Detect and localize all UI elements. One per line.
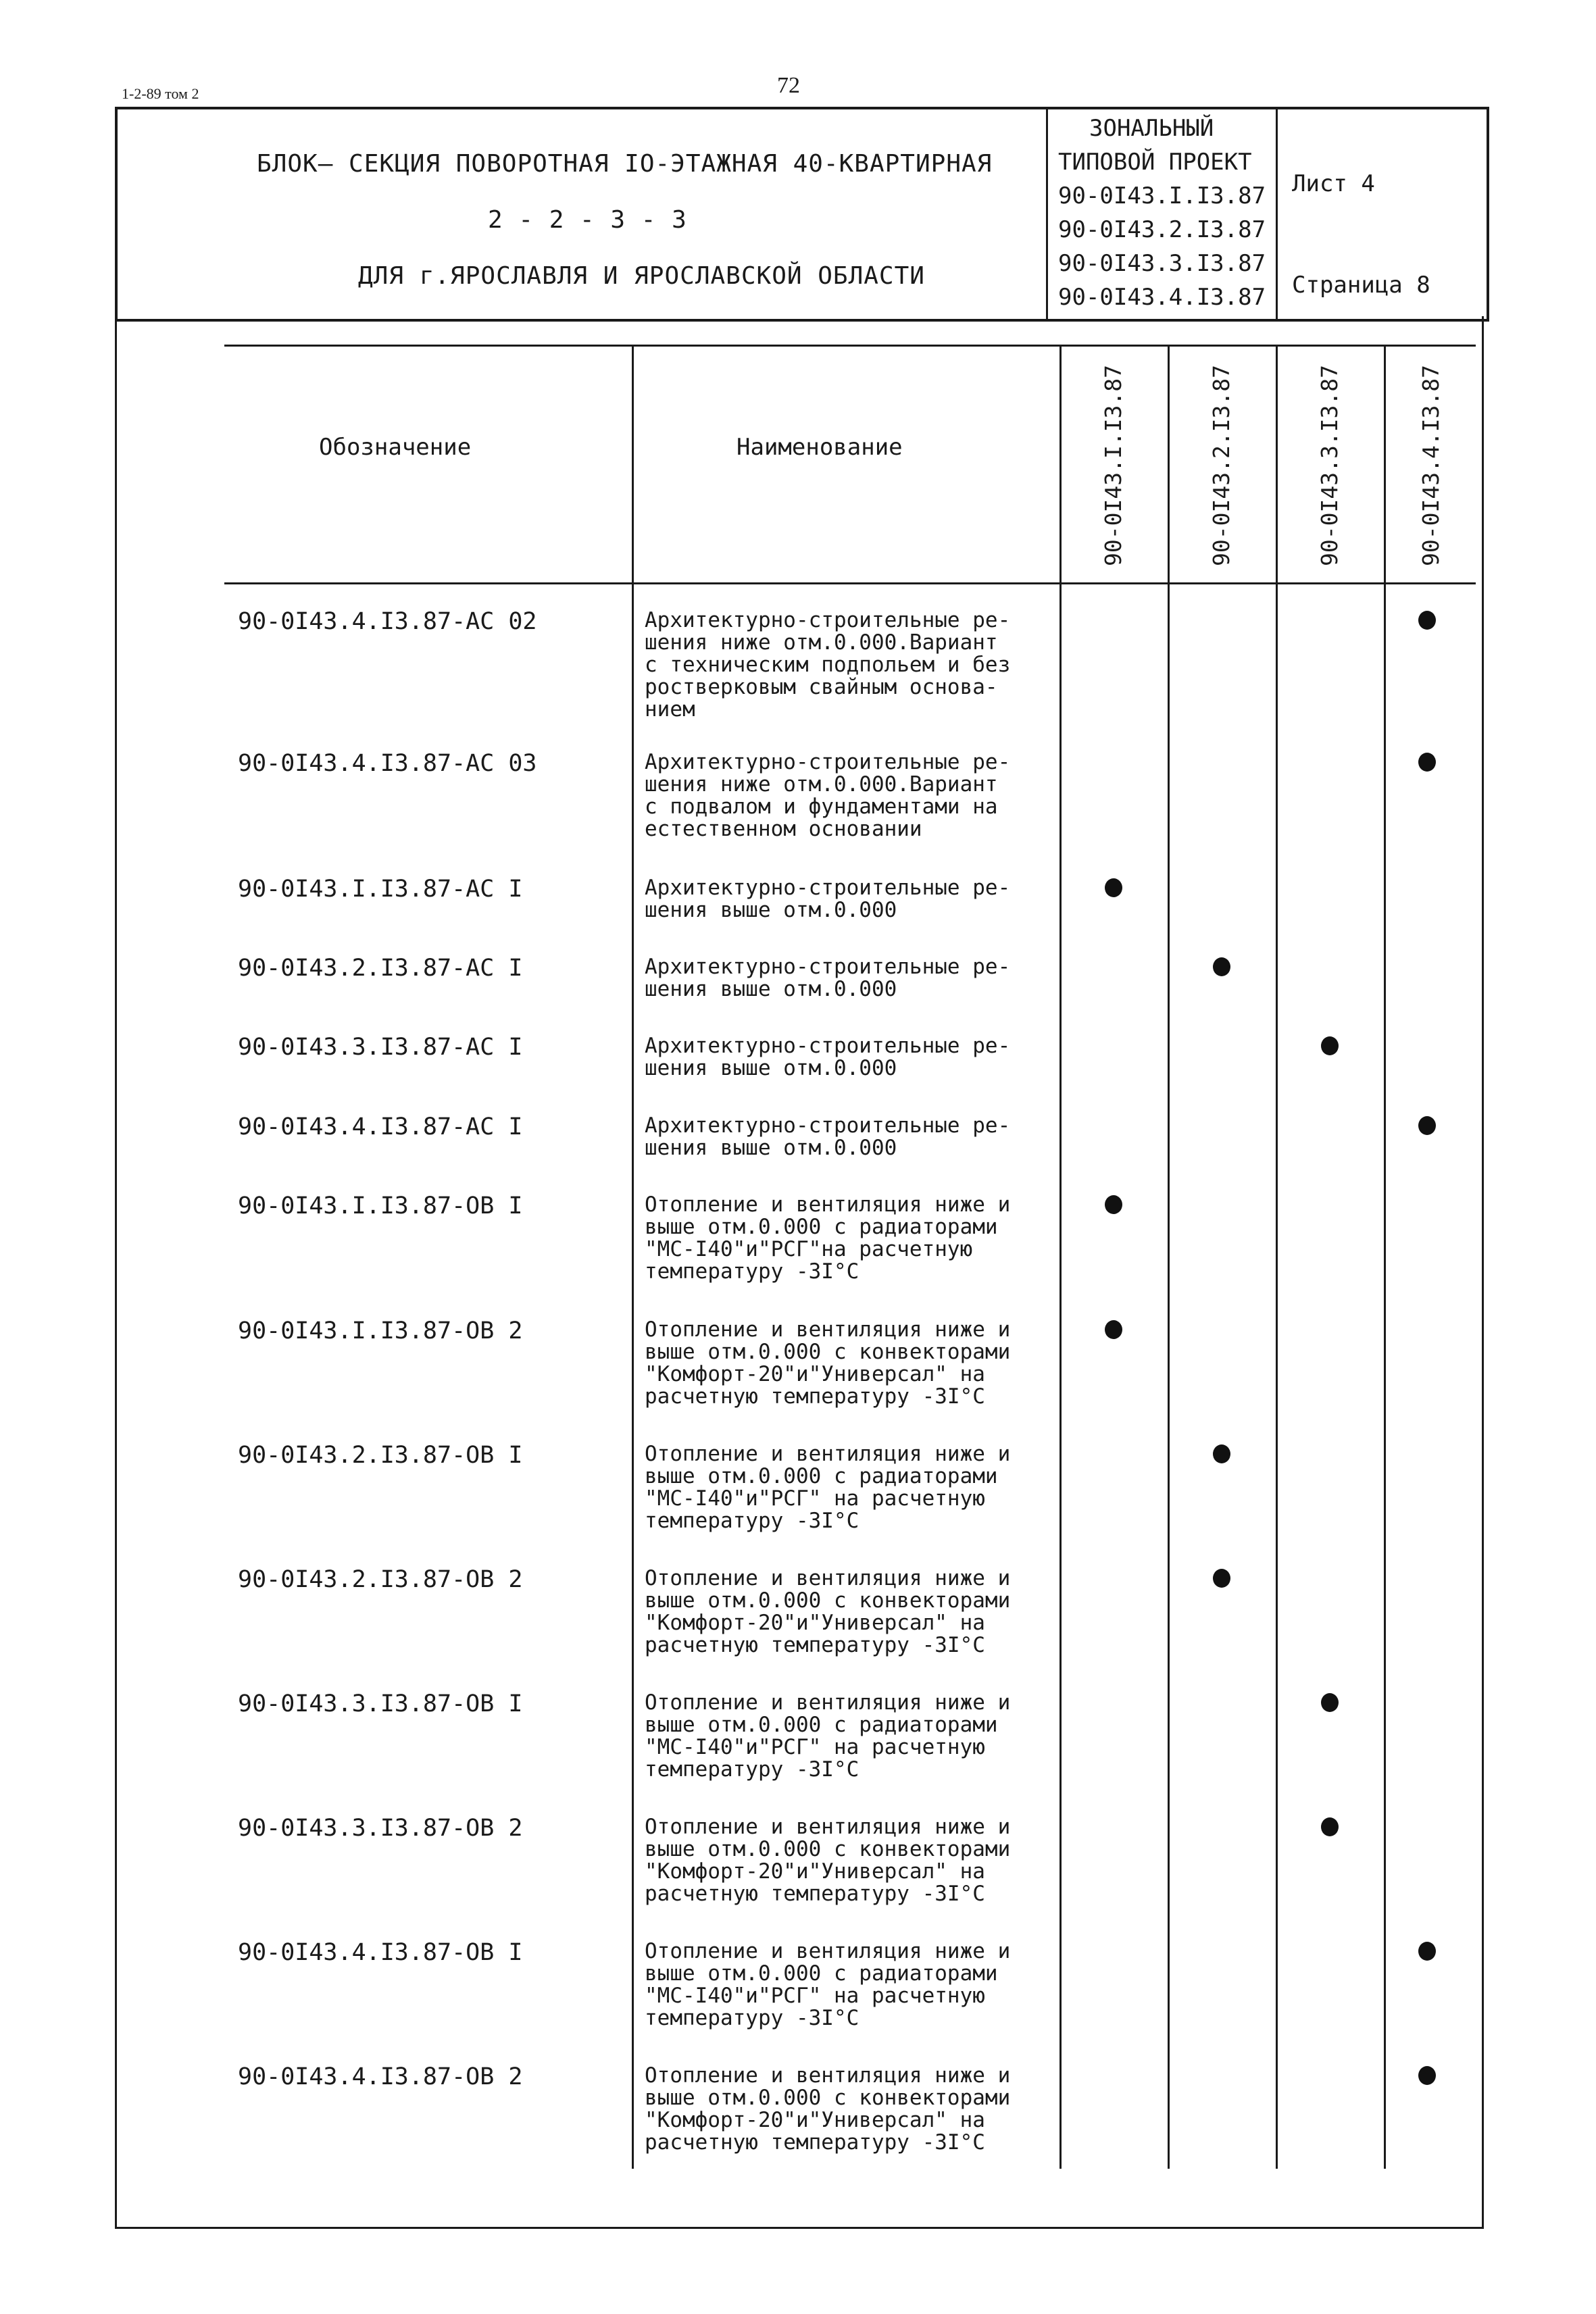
project-code-3: 90-0I43.3.I3.87 <box>1058 250 1266 277</box>
title-line-1: БЛОК— СЕКЦИЯ ПОВОРОТНАЯ IO-ЭТАЖНАЯ 40-КВАРТИРНАЯ <box>257 150 993 178</box>
applicability-mark <box>1105 878 1122 897</box>
applicability-mark <box>1418 611 1436 630</box>
project-code-1: 90-0I43.I.I3.87 <box>1058 182 1266 209</box>
table-row-designation: 90-0I43.3.I3.87-АС I <box>238 1034 523 1061</box>
table-row-designation: 90-0I43.3.I3.87-ОВ 2 <box>238 1815 523 1842</box>
project-type-line-2: ТИПОВОЙ ПРОЕКТ <box>1058 149 1252 176</box>
table-row-designation: 90-0I43.4.I3.87-ОВ 2 <box>238 2063 523 2090</box>
applicability-mark <box>1418 753 1436 772</box>
table-row-name: Архитектурно-строительные ре- шения выше отм.0.000 <box>645 1113 1011 1160</box>
applicability-mark <box>1418 2066 1436 2085</box>
applicability-mark <box>1321 1817 1339 1836</box>
table-header-rule <box>224 582 1476 584</box>
column-header-variant-4: 90-0I43.4.I3.87 <box>1418 364 1444 566</box>
table-row-name: Отопление и вентиляция ниже и выше отм.0.000 с радиаторами "МС-I40"и"РСГ" на расчетную температуру -3I°С <box>645 1939 1011 2030</box>
table-row-name: Отопление и вентиляция ниже и выше отм.0.000 с радиаторами "МС-I40"и"РСГ"на расчетную температуру -3I°С <box>645 1192 1011 1284</box>
frame-left <box>115 316 117 2228</box>
table-row-name: Отопление и вентиляция ниже и выше отм.0.000 с радиаторами "МС-I40"и"РСГ" на расчетную температуру -3I°С <box>645 1690 1011 1782</box>
frame-bottom <box>115 2227 1484 2229</box>
applicability-mark <box>1321 1693 1339 1712</box>
table-col-divider-3 <box>1168 345 1170 2169</box>
applicability-mark <box>1213 957 1230 976</box>
applicability-mark <box>1418 1116 1436 1135</box>
applicability-mark <box>1105 1195 1122 1214</box>
table-row-name: Архитектурно-строительные ре- шения выше отм.0.000 <box>645 955 1011 1001</box>
sheet-number: Лист 4 <box>1292 170 1375 197</box>
title-line-3: ДЛЯ г.ЯРОСЛАВЛЯ И ЯРОСЛАВСКОЙ ОБЛАСТИ <box>358 262 925 290</box>
table-row-designation: 90-0I43.3.I3.87-ОВ I <box>238 1690 523 1717</box>
table-row-name: Отопление и вентиляция ниже и выше отм.0.000 с конвекторами "Комфорт-20"и"Универсал" на расчетную температуру -3I°С <box>645 1317 1011 1409</box>
column-header-variant-3: 90-0I43.3.I3.87 <box>1316 364 1343 566</box>
applicability-mark <box>1105 1320 1122 1339</box>
page-label: Страница 8 <box>1292 272 1430 299</box>
volume-label: 1-2-89 том 2 <box>122 85 199 102</box>
applicability-mark <box>1213 1569 1230 1588</box>
table-row-designation: 90-0I43.I.I3.87-АС I <box>238 876 523 903</box>
applicability-mark <box>1418 1942 1436 1961</box>
project-type-line-1: ЗОНАЛЬНЫЙ <box>1089 115 1214 142</box>
table-row-designation: 90-0I43.4.I3.87-АС 03 <box>238 750 537 777</box>
table-col-divider-1 <box>632 345 634 2169</box>
project-code-2: 90-0I43.2.I3.87 <box>1058 216 1266 243</box>
column-header-designation: Обозначение <box>319 434 472 461</box>
applicability-mark <box>1213 1444 1230 1463</box>
column-header-name: Наименование <box>737 434 903 461</box>
column-header-variant-2: 90-0I43.2.I3.87 <box>1208 364 1235 566</box>
table-row-name: Отопление и вентиляция ниже и выше отм.0.000 с конвекторами "Комфорт-20"и"Универсал" на расчетную температуру -3I°С <box>645 1566 1011 1657</box>
table-row-designation: 90-0I43.2.I3.87-ОВ I <box>238 1442 523 1469</box>
table-row-designation: 90-0I43.4.I3.87-ОВ I <box>238 1939 523 1966</box>
table-col-divider-2 <box>1059 345 1062 2169</box>
title-line-2: 2 - 2 - 3 - 3 <box>488 206 687 234</box>
table-col-divider-4 <box>1276 345 1278 2169</box>
table-row-name: Архитектурно-строительные ре- шения выше отм.0.000 <box>645 876 1011 922</box>
table-col-divider-5 <box>1384 345 1386 2169</box>
table-row-name: Отопление и вентиляция ниже и выше отм.0.000 с радиаторами "МС-I40"и"РСГ" на расчетную температуру -3I°С <box>645 1442 1011 1533</box>
table-row-name: Архитектурно-строительные ре- шения выше отм.0.000 <box>645 1034 1011 1080</box>
table-row-designation: 90-0I43.I.I3.87-ОВ 2 <box>238 1317 523 1344</box>
title-divider-right <box>1276 108 1278 319</box>
table-row-name: Архитектурно-строительные ре- шения ниже отм.0.000.Вариант с техническим подпольем и без ростверковым свайным основа- нием <box>645 608 1011 722</box>
table-top-rule <box>224 345 1476 347</box>
table-row-designation: 90-0I43.I.I3.87-ОВ I <box>238 1192 523 1219</box>
title-divider-left <box>1046 108 1048 319</box>
table-row-name: Отопление и вентиляция ниже и выше отм.0.000 с конвекторами "Комфорт-20"и"Универсал" на расчетную температуру -3I°С <box>645 2063 1011 2155</box>
project-code-4: 90-0I43.4.I3.87 <box>1058 284 1266 311</box>
table-row-designation: 90-0I43.4.I3.87-АС 02 <box>238 608 537 635</box>
column-header-variant-1: 90-0I43.I.I3.87 <box>1100 364 1126 566</box>
table-row-designation: 90-0I43.2.I3.87-ОВ 2 <box>238 1566 523 1593</box>
table-row-name: Отопление и вентиляция ниже и выше отм.0.000 с конвекторами "Комфорт-20"и"Универсал" на расчетную температуру -3I°С <box>645 1815 1011 1906</box>
table-row-name: Архитектурно-строительные ре- шения ниже отм.0.000.Вариант с подвалом и фундаментами на естественном основании <box>645 750 1011 841</box>
table-row-designation: 90-0I43.2.I3.87-АС I <box>238 955 523 982</box>
page-number: 72 <box>777 73 800 98</box>
applicability-mark <box>1321 1036 1339 1055</box>
table-row-designation: 90-0I43.4.I3.87-АС I <box>238 1113 523 1140</box>
frame-right <box>1482 316 1484 2228</box>
